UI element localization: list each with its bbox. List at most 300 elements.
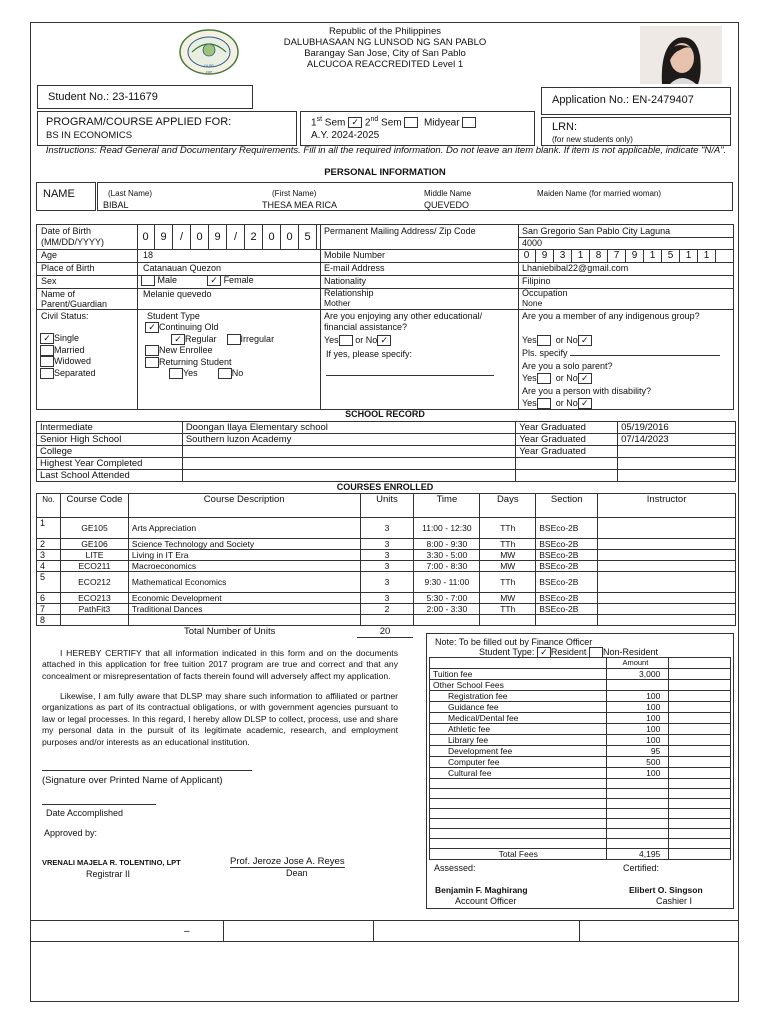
indig-no-checkbox[interactable]: ✓ — [578, 335, 592, 346]
returning-yes-label: Yes — [183, 368, 198, 378]
course-row — [37, 518, 736, 539]
middle-name-label: Middle Name — [424, 189, 472, 198]
course-units: 3 — [360, 550, 414, 561]
course-days: TTh — [480, 572, 536, 593]
account-officer-name: Benjamin F. Maghirang — [435, 885, 528, 895]
dob-digit-2: / — [173, 225, 191, 249]
course-description: Living in IT Era — [128, 550, 360, 561]
fee-empty-row-amount — [607, 809, 669, 819]
last-name-label: (Last Name) — [108, 189, 153, 198]
course-description: Traditional Dances — [128, 604, 360, 615]
tuition-fee-extra — [669, 669, 731, 680]
fee-row-label: Computer fee — [430, 757, 607, 768]
indigenous-question: Are you a member of any indigenous group? — [522, 311, 700, 321]
course-header: Course Code — [60, 494, 128, 518]
school-record-row — [37, 422, 736, 434]
course-code: ECO212 — [60, 572, 128, 593]
course-description: Science Technology and Society — [128, 539, 360, 550]
fee-empty-row-amount — [607, 819, 669, 829]
course-days: MW — [480, 561, 536, 572]
dob-digit-1: 9 — [155, 225, 173, 249]
fin-no-label: or No — [355, 335, 378, 345]
male-label: Male — [157, 275, 178, 285]
course-header: No. — [37, 494, 61, 518]
midyear-checkbox[interactable] — [462, 117, 476, 128]
course-instructor — [598, 550, 736, 561]
instructions: Instructions: Read General and Documentary Requirements. Fill in all the required information. Do not leave an item blank. If item is not applicable, indicate "N/A". — [45, 145, 727, 156]
dob-digit-9: 5 — [299, 225, 317, 249]
courses-table — [36, 493, 736, 626]
fin-yes-label: Yes — [324, 335, 339, 345]
male-checkbox[interactable] — [141, 275, 155, 286]
fee-row-extra — [669, 746, 731, 757]
header-line-4: ALCUCOA REACCREDITED Level 1 — [306, 59, 464, 70]
widowed-checkbox[interactable] — [40, 356, 54, 367]
returning-yes-checkbox[interactable] — [169, 368, 183, 379]
fee-row-extra — [669, 713, 731, 724]
pwd-no-checkbox[interactable]: ✓ — [578, 398, 592, 409]
fee-empty-row-label — [430, 799, 607, 809]
continuing-checkbox[interactable]: ✓ — [145, 322, 159, 333]
fee-empty-row — [430, 799, 731, 809]
personal-grid — [36, 224, 734, 410]
year-graduated-label: Year Graduated — [516, 434, 618, 446]
zip-value: 4000 — [522, 238, 543, 248]
name-label: NAME — [43, 188, 75, 200]
certify-paragraph-2: Likewise, I am fully aware that DLSP may share such information to affiliated or partner organizations as part of its contractual obligations, or with government agencies pursuant to law or legal processes. In this regard, I hereby allow DLSP to collect, process, use and share my personal data in the pursuit of its legitimate academic, research, and employment purposes and/or interests as an educational institution. — [42, 691, 398, 747]
total-units-value: 20 — [357, 626, 413, 638]
mobile-digit-0: 0 — [518, 249, 536, 262]
fee-row-amount: 100 — [607, 735, 669, 746]
address-label: Permanent Mailing Address/ Zip Code — [324, 226, 476, 236]
year-graduated-date — [618, 470, 736, 482]
single-label: Single — [54, 333, 80, 343]
course-instructor — [598, 615, 736, 626]
course-no: 4 — [37, 561, 61, 572]
course-description: Arts Appreciation — [128, 518, 360, 539]
course-row — [37, 615, 736, 626]
registrar-title: Registrar II — [86, 869, 131, 879]
header-line-3: Barangay San Jose, City of San Pablo — [304, 48, 466, 59]
course-code: ECO211 — [60, 561, 128, 572]
student-no-box — [37, 85, 253, 109]
second-sem-checkbox[interactable] — [404, 117, 418, 128]
fee-row-extra — [669, 702, 731, 713]
fee-empty-row — [430, 829, 731, 839]
dean-title: Dean — [286, 868, 308, 878]
course-section: BSEco-2B — [536, 561, 598, 572]
fee-row-extra — [669, 757, 731, 768]
fee-row-label: Medical/Dental fee — [430, 713, 607, 724]
course-instructor — [598, 572, 736, 593]
fee-empty-row — [430, 809, 731, 819]
header-line-1: Republic of the Philippines — [329, 26, 441, 37]
total-fees-extra — [669, 849, 731, 860]
guardian-value: Melanie quevedo — [143, 289, 212, 299]
assessed-label: Assessed: — [434, 863, 476, 873]
pob-value: Catanauan Quezon — [143, 263, 222, 273]
fee-empty-row-label — [430, 809, 607, 819]
course-section: BSEco-2B — [536, 604, 598, 615]
fee-row-extra — [669, 735, 731, 746]
seal-year-text: 1997 — [205, 70, 213, 74]
fee-row-amount: 100 — [607, 713, 669, 724]
school-record-row — [37, 470, 736, 482]
last-name-value: BIBAL — [103, 200, 129, 210]
fee-empty-row — [430, 819, 731, 829]
other-fees-label: Other School Fees — [430, 680, 607, 691]
mobile-digit-9: 1 — [680, 249, 698, 262]
academic-year: A.Y. 2024-2025 — [311, 130, 380, 141]
solo-yes-label: Yes — [522, 373, 537, 383]
mobile-digit-10: 1 — [698, 249, 716, 262]
nationality-label: Nationality — [324, 276, 367, 286]
fee-empty-row-extra — [669, 839, 731, 849]
new-enrollee-label: New Enrollee — [159, 345, 213, 355]
mobile-digit-2: 3 — [554, 249, 572, 262]
fee-empty-row-amount — [607, 789, 669, 799]
fee-row — [430, 757, 731, 768]
pwd-yes-checkbox[interactable] — [537, 398, 551, 409]
course-time: 3:30 - 5:00 — [414, 550, 480, 561]
irregular-label: Irregular — [240, 333, 275, 344]
course-units: 3 — [360, 593, 414, 604]
mobile-digits[interactable] — [518, 249, 716, 262]
mobile-digit-3: 1 — [572, 249, 590, 262]
lrn-note: (for new students only) — [552, 135, 633, 144]
course-row — [37, 572, 736, 593]
fee-empty-row-amount — [607, 839, 669, 849]
indig-specify-line[interactable] — [570, 348, 720, 356]
fee-empty-row-amount — [607, 829, 669, 839]
school-record-title: SCHOOL RECORD — [345, 409, 425, 419]
course-code: GE105 — [60, 518, 128, 539]
non-resident-label: Non-Resident — [602, 647, 658, 657]
mobile-digit-4: 8 — [590, 249, 608, 262]
returning-no-label: No — [231, 368, 244, 378]
student-no: Student No.: 23-11679 — [48, 91, 158, 103]
seal-abbr-text: DLSP — [204, 64, 214, 68]
course-time — [414, 615, 480, 626]
nationality-value: Filipino — [522, 276, 551, 286]
financial-question: Are you enjoying any other educational/ financial assistance? — [324, 311, 483, 332]
fee-row-amount: 100 — [607, 691, 669, 702]
fee-empty-row-label — [430, 829, 607, 839]
school-record-row — [37, 458, 736, 470]
course-code — [60, 615, 128, 626]
total-fees — [430, 849, 731, 860]
separated-checkbox[interactable] — [40, 368, 54, 379]
email-label: E-mail Address — [324, 263, 385, 273]
program-box — [37, 111, 297, 146]
course-time: 9:30 - 11:00 — [414, 572, 480, 593]
pwd-yes-label: Yes — [522, 398, 537, 408]
course-days: TTh — [480, 604, 536, 615]
program-value: BS IN ECONOMICS — [46, 130, 133, 141]
fee-row-amount: 100 — [607, 768, 669, 779]
signature-label: (Signature over Printed Name of Applicant) — [42, 775, 223, 786]
school-level: Intermediate — [37, 422, 183, 434]
fee-row — [430, 768, 731, 779]
course-instructor — [598, 518, 736, 539]
fee-row-amount: 100 — [607, 724, 669, 735]
school-record-row — [37, 446, 736, 458]
fee-row-label: Development fee — [430, 746, 607, 757]
fee-empty-row-label — [430, 819, 607, 829]
midyear-label: Midyear — [423, 117, 460, 129]
fee-row-amount: 100 — [607, 702, 669, 713]
fee-empty-row-extra — [669, 829, 731, 839]
dob-digit-4: 9 — [209, 225, 227, 249]
dob-digit-5: / — [227, 225, 245, 249]
student-type-label: Student Type — [147, 311, 200, 321]
course-instructor — [598, 539, 736, 550]
course-no: 7 — [37, 604, 61, 615]
course-time: 2:00 - 3:30 — [414, 604, 480, 615]
tuition-fee-label: Tuition fee — [430, 669, 607, 680]
course-days: TTh — [480, 539, 536, 550]
fee-empty-row — [430, 789, 731, 799]
indig-yes-checkbox[interactable] — [537, 335, 551, 346]
solo-yes-checkbox[interactable] — [537, 373, 551, 384]
new-enrollee-checkbox[interactable] — [145, 345, 159, 356]
course-instructor — [598, 561, 736, 572]
married-checkbox[interactable] — [40, 345, 54, 356]
name-fields-box — [97, 182, 733, 211]
year-graduated-label — [516, 458, 618, 470]
fee-empty-row-extra — [669, 809, 731, 819]
fee-row-amount: 500 — [607, 757, 669, 768]
year-graduated-date — [618, 446, 736, 458]
fee-empty-row-extra — [669, 799, 731, 809]
returning-label: Returning Student — [159, 356, 232, 367]
total-fees-label: Total Fees — [430, 849, 607, 860]
fin-yes-checkbox[interactable] — [339, 335, 353, 346]
fee-row-label: Registration fee — [430, 691, 607, 702]
regular-label: Regular — [185, 333, 217, 344]
continuing-label: Continuing Old — [159, 322, 219, 332]
first-name-value: THESA MEA RICA — [262, 200, 338, 210]
sem-second-label: Sem — [378, 117, 402, 129]
course-units: 3 — [360, 572, 414, 593]
footer-dash: – — [184, 926, 190, 937]
sem-first-sup: st — [316, 116, 323, 123]
dob-digit-3: 0 — [191, 225, 209, 249]
resident-checkbox[interactable]: ✓ — [537, 647, 551, 658]
course-row — [37, 561, 736, 572]
certified-label: Certified: — [623, 863, 660, 873]
school-record-row — [37, 434, 736, 446]
course-section: BSEco-2B — [536, 518, 598, 539]
solo-parent-question: Are you a solo parent? — [522, 361, 613, 371]
course-header: Time — [414, 494, 480, 518]
fee-empty-row-extra — [669, 789, 731, 799]
pob-label: Place of Birth — [41, 263, 95, 273]
sem-first-num: 1 — [311, 117, 317, 129]
regular-checkbox[interactable]: ✓ — [171, 334, 185, 345]
course-no: 5 — [37, 572, 61, 593]
first-name-label: (First Name) — [272, 189, 317, 198]
approved-label: Approved by: — [44, 828, 98, 838]
school-header — [240, 26, 530, 70]
fee-header-label — [430, 658, 607, 669]
course-time: 8:00 - 9:30 — [414, 539, 480, 550]
course-section: BSEco-2B — [536, 539, 598, 550]
female-label: Female — [223, 275, 254, 285]
course-no: 8 — [37, 615, 61, 626]
email-value: Lhaniebibal22@gmail.com — [522, 263, 629, 273]
course-days: MW — [480, 593, 536, 604]
school-name — [182, 458, 515, 470]
solo-no-checkbox[interactable]: ✓ — [578, 373, 592, 384]
account-officer-title: Account Officer — [455, 896, 517, 906]
fee-header — [430, 658, 731, 669]
fee-empty-row-extra — [669, 779, 731, 789]
school-level: Highest Year Completed — [37, 458, 183, 470]
course-time: 11:00 - 12:30 — [414, 518, 480, 539]
course-row — [37, 539, 736, 550]
course-section: BSEco-2B — [536, 593, 598, 604]
fee-row-label: Library fee — [430, 735, 607, 746]
fin-specify-label: If yes, please specify: — [326, 349, 413, 359]
course-code: GE106 — [60, 539, 128, 550]
lrn-label: LRN: — [552, 121, 578, 133]
course-no: 6 — [37, 593, 61, 604]
course-header: Days — [480, 494, 536, 518]
dob-digit-7: 0 — [263, 225, 281, 249]
course-section: BSEco-2B — [536, 572, 598, 593]
age-value: 18 — [143, 250, 154, 260]
mobile-digit-7: 1 — [644, 249, 662, 262]
course-row — [37, 604, 736, 615]
irregular-checkbox[interactable] — [227, 334, 241, 345]
total-units-label: Total Number of Units — [184, 626, 276, 637]
married-label: Married — [54, 344, 85, 355]
course-no: 3 — [37, 550, 61, 561]
fee-row-label: Athletic fee — [430, 724, 607, 735]
maiden-name-label: Maiden Name (for married woman) — [537, 189, 662, 198]
separated-label: Separated — [54, 367, 96, 378]
indig-yes-label: Yes — [522, 335, 537, 345]
signature-line[interactable] — [42, 770, 252, 771]
course-units: 3 — [360, 518, 414, 539]
occupation-value: None — [522, 298, 543, 308]
header-line-2: DALUBHASAAN NG LUNSOD NG SAN PABLO — [283, 37, 487, 48]
mobile-digit-1: 9 — [536, 249, 554, 262]
course-units: 2 — [360, 604, 414, 615]
fee-row-extra — [669, 724, 731, 735]
fee-header-extra — [669, 658, 731, 669]
solo-no-label: or No — [555, 373, 578, 383]
fee-row-extra — [669, 691, 731, 702]
fee-row-label: Guidance fee — [430, 702, 607, 713]
personal-info-title: PERSONAL INFORMATION — [324, 167, 446, 178]
other-fees-amount — [607, 680, 669, 691]
mobile-label: Mobile Number — [324, 250, 386, 260]
first-sem-checkbox[interactable]: ✓ — [348, 117, 362, 128]
civil-status-label: Civil Status: — [41, 311, 89, 321]
fee-row — [430, 724, 731, 735]
course-header: Instructor — [598, 494, 736, 518]
lrn-box — [541, 117, 731, 146]
fee-row — [430, 713, 731, 724]
application-no-box — [541, 87, 731, 115]
semester-box — [300, 111, 535, 146]
school-record-table — [36, 421, 736, 482]
relationship-label: Relationship — [324, 288, 374, 298]
course-header: Units — [360, 494, 414, 518]
finance-note: Note: To be filled out by Finance Officer — [435, 637, 593, 647]
courses-title: COURSES ENROLLED — [336, 482, 434, 492]
school-level: Senior High School — [37, 434, 183, 446]
course-time: 7:00 - 8:30 — [414, 561, 480, 572]
returning-checkbox[interactable] — [145, 357, 159, 368]
course-days: MW — [480, 550, 536, 561]
fee-header-amount: Amount — [607, 658, 669, 669]
indig-no-label: or No — [555, 335, 578, 345]
course-no: 1 — [37, 518, 61, 539]
relationship-value: Mother — [324, 298, 351, 308]
course-header: Section — [536, 494, 598, 518]
footer-strip — [30, 920, 739, 942]
fee-row-label: Cultural fee — [430, 768, 607, 779]
fees-table — [429, 657, 731, 860]
female-checkbox[interactable]: ✓ — [207, 275, 221, 286]
widowed-label: Widowed — [54, 356, 92, 366]
course-row — [37, 593, 736, 604]
name-label-box — [36, 182, 96, 211]
age-label: Age — [41, 250, 58, 260]
fin-specify-line[interactable] — [326, 375, 494, 376]
cashier-name: Elibert O. Singson — [629, 885, 703, 895]
fee-empty-row-amount — [607, 779, 669, 789]
course-days: TTh — [480, 518, 536, 539]
application-no: Application No.: EN-2479407 — [552, 94, 694, 106]
school-name — [182, 470, 515, 482]
fee-row — [430, 691, 731, 702]
fee-empty-row — [430, 839, 731, 849]
certify-paragraph-1: I HEREBY CERTIFY that all information indicated in this form and on the documents attached in this application for free tuition 2017 program are true and correct and that any concealment or misrepresentation of facts therein found will adversely affect my application. — [42, 648, 398, 681]
single-checkbox[interactable]: ✓ — [40, 333, 54, 344]
guardian-label: Name of Parent/Guardian — [41, 289, 108, 309]
dob-digits[interactable] — [137, 225, 317, 249]
year-graduated-date: 05/19/2016 — [618, 422, 736, 434]
year-graduated-date: 07/14/2023 — [618, 434, 736, 446]
fee-row — [430, 746, 731, 757]
dob-digit-8: 0 — [281, 225, 299, 249]
course-section: BSEco-2B — [536, 550, 598, 561]
mobile-digit-8: 5 — [662, 249, 680, 262]
total-fees-amount: 4,195 — [607, 849, 669, 860]
student-photo — [640, 26, 722, 84]
date-line[interactable] — [42, 804, 156, 805]
sem-first-label: Sem — [322, 117, 346, 129]
fee-row-extra — [669, 768, 731, 779]
sem-second-sup: nd — [370, 116, 379, 123]
registrar-name: VRENALI MAJELA R. TOLENTINO, LPT — [42, 858, 181, 867]
course-code: LITE — [60, 550, 128, 561]
year-graduated-label: Year Graduated — [516, 446, 618, 458]
school-name: Southern luzon Academy — [182, 434, 515, 446]
school-name: Doongan Ilaya Elementary school — [182, 422, 515, 434]
fin-no-checkbox[interactable]: ✓ — [377, 335, 391, 346]
returning-no-checkbox[interactable] — [218, 368, 232, 379]
date-label: Date Accomplished — [46, 808, 124, 818]
school-seal — [178, 28, 240, 76]
finance-student-type-label: Student Type: — [479, 647, 535, 657]
tuition-fee-amount: 3,000 — [607, 669, 669, 680]
other-fees-extra — [669, 680, 731, 691]
